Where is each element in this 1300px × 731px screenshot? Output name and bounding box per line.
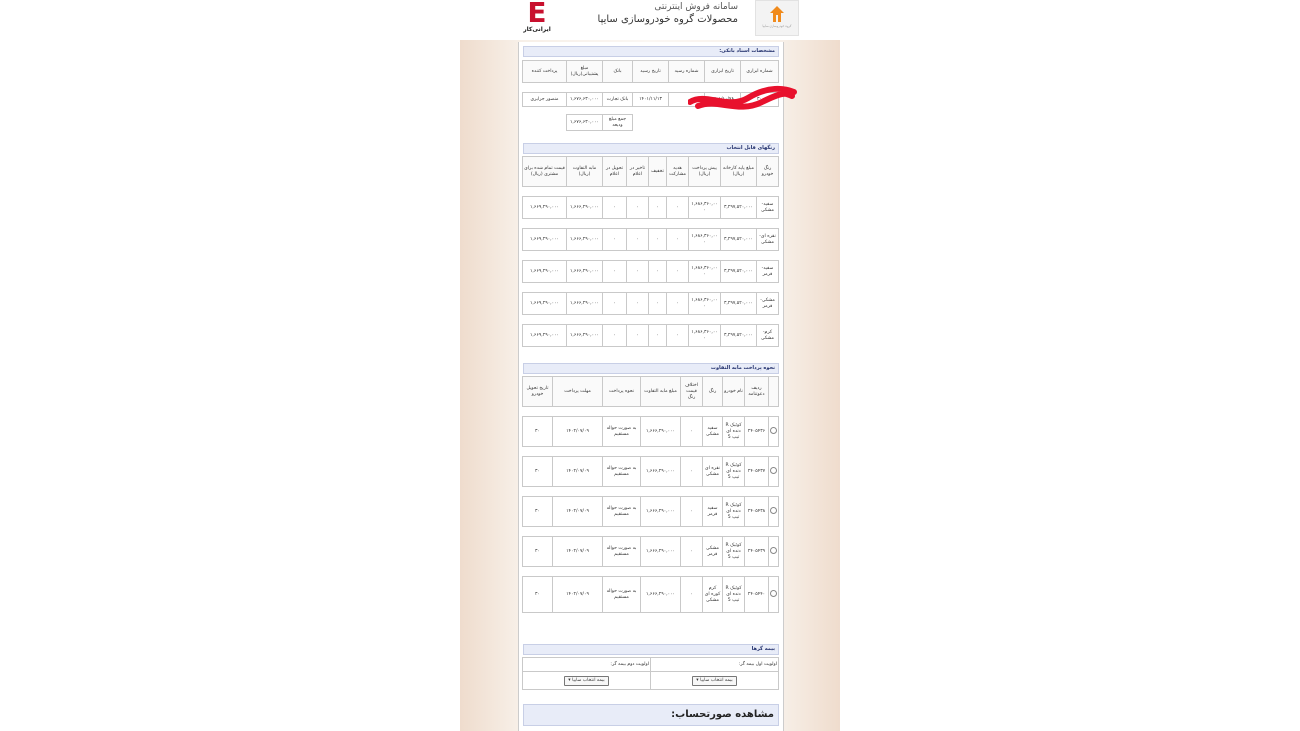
table-row: سفید- مشکی ۳,۲۹۷,۵۲۰,۰۰۰ ۱,۶۸۶,۳۶۰,۰۰۰ ۰ ۰ ۰ ۰ ۱,۶۶۶,۲۹۰,۰۰۰ ۱,۶۶۹,۲۹۰,۰۰۰: [523, 197, 779, 219]
chevron-down-icon: ▾: [568, 677, 571, 683]
column-header: مبلغ مابه التفاوت: [641, 377, 681, 407]
column-header: مابه التفاوت (ریال): [567, 157, 603, 187]
table-row: ۲۴۰۵۴۳۹ کوئیک R دنده ای تیپ 5 مشکی قرمز ۰ ۱,۶۶۶,۲۹۰,۰۰۰ به صورت حواله مستقیم ۱۴۰۲/۰۷/۰۹ ۳۰: [523, 537, 779, 567]
table-row: سفید- قرمز ۳,۲۹۷,۵۲۰,۰۰۰ ۱,۶۸۶,۳۶۰,۰۰۰ ۰ ۰ ۰ ۰ ۱,۶۶۶,۲۹۰,۰۰۰ ۱,۶۶۹,۲۹۰,۰۰۰: [523, 261, 779, 283]
column-header: مبلغ پایه کارخانه (ریال): [721, 157, 757, 187]
select-radio[interactable]: [770, 467, 777, 474]
column-header: رنگ: [703, 377, 723, 407]
main-form: [518, 42, 784, 731]
insurance-table: [522, 657, 779, 690]
table-row: ۲۴۰۵۴۳۸ کوئیک R دنده ای تیپ 5 سفید قرمز ۰ ۱,۶۶۶,۲۹۰,۰۰۰ به صورت حواله مستقیم ۱۴۰۲/۰۷/۰۹ ۳۰: [523, 497, 779, 527]
select-radio[interactable]: [770, 590, 777, 597]
second-insurer-select[interactable]: بیمه انتخاب سایپا ▾: [564, 676, 608, 686]
column-header: پیش پرداخت (ریال): [689, 157, 721, 187]
column-header: شماره ابزاری: [741, 61, 779, 83]
second-insurer-label: اولویت دوم بیمه گر:: [523, 658, 651, 672]
column-header: رنگ خودرو: [757, 157, 779, 187]
column-header: تاخیر در اعلام: [627, 157, 649, 187]
payment-section-title: نحوه پرداخت مابه التفاوت: [523, 363, 779, 374]
table-row: مشکی- قرمز ۳,۲۹۷,۵۲۰,۰۰۰ ۱,۶۸۶,۳۶۰,۰۰۰ ۰ ۰ ۰ ۰ ۱,۶۶۶,۲۹۰,۰۰۰ ۱,۶۶۹,۲۹۰,۰۰۰: [523, 293, 779, 315]
table-row: ۳۰ ۱۴۰۱/۱۰/۷۸ ۱۴۰۱/۱۱/۱۳ بانک تجارت ۱,۶۷۶,۶۳۰,۰۰۰ منصور جزایری: [523, 93, 779, 107]
first-insurer-select[interactable]: بیمه انتخاب سایپا ▾: [692, 676, 736, 686]
column-header: تحویل در اعلام: [603, 157, 627, 187]
column-header: نحوه پرداخت: [603, 377, 641, 407]
site-title-line2: محصولات گروه خودروسازی سایپا: [597, 14, 738, 25]
table-row: ۲۴۰۵۴۴۰ کوئیک R دنده ای تیپ 5 کرم کوره ای مشکی ۰ ۱,۶۶۶,۲۹۰,۰۰۰ به صورت حواله مستقیم ۱۴۰۲/۰۷/۰۹ ۳۰: [523, 577, 779, 613]
table-row: کرم- مشکی ۳,۲۹۷,۵۲۰,۰۰۰ ۱,۶۸۶,۳۶۰,۰۰۰ ۰ ۰ ۰ ۰ ۱,۶۶۶,۲۹۰,۰۰۰ ۱,۶۶۹,۲۹۰,۰۰۰: [523, 325, 779, 347]
column-header: هدیه مشارکت: [667, 157, 689, 187]
column-header: پرداخت کننده: [523, 61, 567, 83]
column-header: [769, 377, 779, 407]
colors-table: [522, 156, 779, 347]
column-header: ردیف دعوتنامه: [745, 377, 769, 407]
select-radio[interactable]: [770, 547, 777, 554]
total-deposit-value: ۱,۶۷۶,۶۳۰,۰۰۰: [567, 115, 603, 131]
select-radio[interactable]: [770, 507, 777, 514]
total-deposit-label: جمع مبلغ ودیعه: [603, 115, 633, 131]
bank-docs-title: مشخصات اسناد بانکی:: [523, 46, 779, 57]
payment-table: [522, 376, 779, 613]
saipa-logo: گروه خودروسازی سایپا: [755, 0, 799, 36]
column-header: بانک: [603, 61, 633, 83]
chevron-down-icon: ▾: [696, 677, 699, 683]
column-header: اختلاف قیمت رنگ: [681, 377, 703, 407]
column-header: تاریخ رسید: [633, 61, 669, 83]
saipa-logo-icon: [768, 5, 786, 23]
invoice-view-title: مشاهده صورتحساب:: [523, 704, 779, 726]
page-header: [510, 0, 800, 40]
column-header: تاریخ ابزاری: [705, 61, 741, 83]
column-header: قیمت تمام شده برای مشتری (ریال): [523, 157, 567, 187]
insurance-section-title: بیمه گرها: [523, 644, 779, 655]
column-header: مهلت پرداخت: [553, 377, 603, 407]
table-row: نقره ای- مشکی ۳,۲۹۷,۵۲۰,۰۰۰ ۱,۶۸۶,۳۶۰,۰۰۰ ۰ ۰ ۰ ۰ ۱,۶۶۶,۲۹۰,۰۰۰ ۱,۶۶۹,۲۹۰,۰۰۰: [523, 229, 779, 251]
column-header: شماره رسید: [669, 61, 705, 83]
column-header: نام خودرو: [723, 377, 745, 407]
site-title-line1: سامانه فروش اینترنتی: [654, 2, 738, 12]
column-header: تاریخ تحویل خودرو: [523, 377, 553, 407]
table-row: ۲۴۰۵۴۳۷ کوئیک R دنده ای تیپ 5 نقره ای مشکی ۰ ۱,۶۶۶,۲۹۰,۰۰۰ به صورت حواله مستقیم ۱۴۰۲/۰۷/۰۹ ۳۰: [523, 457, 779, 487]
column-header: مبلغ پشتیبانی(ریال): [567, 61, 603, 83]
irankar-logo: E ایرانی‌کار: [523, 0, 551, 33]
column-header: تخفیف: [649, 157, 667, 187]
table-row: ۲۴۰۵۴۳۶ کوئیک R دنده ای تیپ 5 سفید مشکی ۰ ۱,۶۶۶,۲۹۰,۰۰۰ به صورت حواله مستقیم ۱۴۰۲/۰۷/۰۹ ۳۰: [523, 417, 779, 447]
colors-section-title: رنگهای قابل انتخاب: [523, 143, 779, 154]
first-insurer-label: اولویت اول بیمه گر:: [651, 658, 779, 672]
redaction-scribble: [688, 84, 798, 116]
select-radio[interactable]: [770, 427, 777, 434]
